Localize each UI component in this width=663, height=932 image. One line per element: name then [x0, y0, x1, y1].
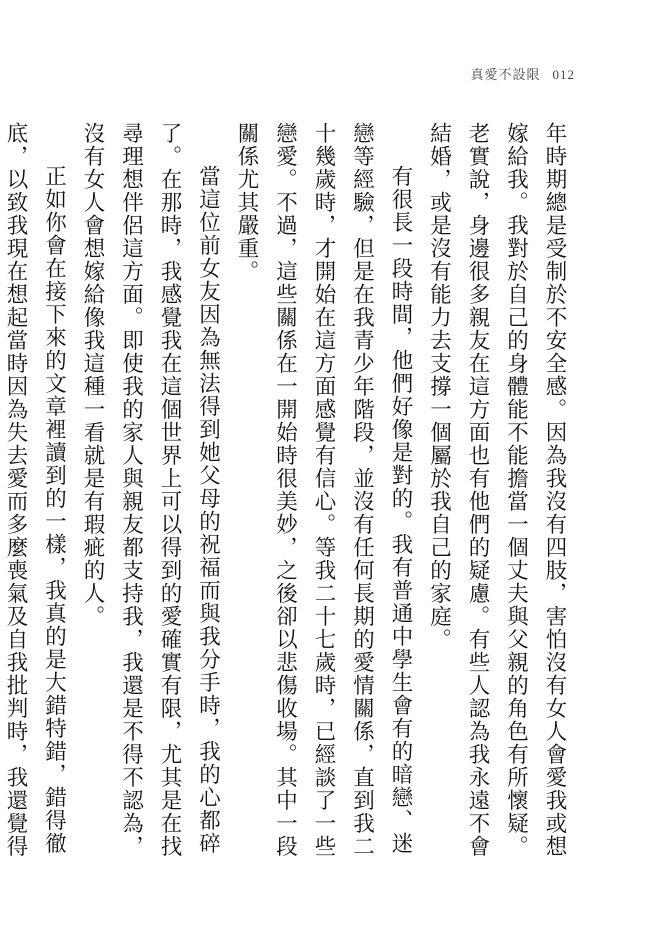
paragraph: 年時期總是受制於不安全感。因為我沒有四肢，害怕沒有女人會愛我或想嫁給我。我對於自己的身體能不能擔當一個丈夫與父親的角色有所懷疑。老實說，身邊很多親友在這方面也有他們的疑慮。有些人認為我永遠不會結婚，或是沒有能力去支撐一個屬於我自己的家庭。 [426, 122, 567, 858]
page-number: 012 [552, 67, 575, 82]
paragraph: 有很長一段時間，他們好像是對的。我有普通中學生會有的暗戀、迷戀等經驗，但是在我青少年階段，並沒有任何長期的愛情關係，直到我二十幾歲時，才開始在這方面感覺有信心。等我二十七歲時，已經談了一些戀愛。不過，這些關係在一開始時很美妙，之後卻以悲傷收場。其中一段關係尤其嚴重。 [234, 122, 413, 858]
book-title: 真愛不設限 [470, 68, 541, 83]
paragraph: 當這位前女友因為無法得到她父母的祝福而與我分手時，我的心都碎了。在那時，我感覺我在這個世界上可以得到的愛確實有限，尤其是在找尋理想伴侶這方面。即使我的家人與親友都支持我，我還是不得不認為，沒有女人會想嫁給像我這種一看就是有瑕疵的人。 [80, 122, 221, 858]
running-header [470, 64, 575, 83]
vertical-body-text [3, 122, 573, 862]
paragraph: 正如你會在接下來的文章裡讀到的一樣，我真的是大錯特錯，錯得徹底，以致我現在想起當時因為失去愛而多麼喪氣及自我批判時，我還覺得 [3, 122, 67, 858]
